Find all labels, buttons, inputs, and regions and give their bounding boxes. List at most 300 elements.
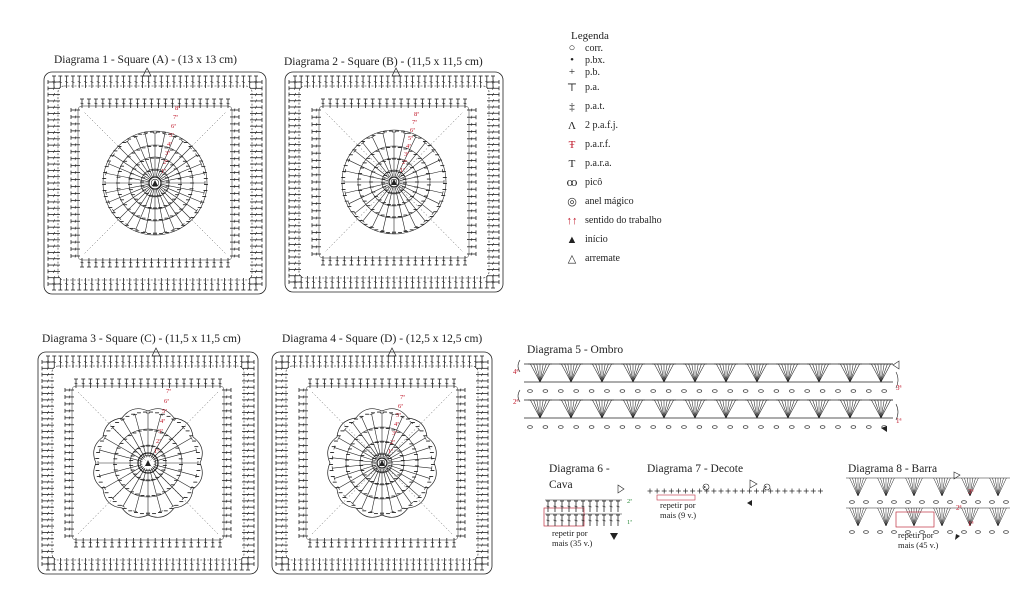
stitch-mid-top xyxy=(456,99,460,108)
legend-symbol-icon: ‡ xyxy=(569,100,575,113)
stitch-mid-right xyxy=(230,240,239,244)
stitch-mid-bottom xyxy=(156,258,160,267)
stitch-top-border xyxy=(140,76,144,88)
stitch-bottom-border xyxy=(405,558,409,570)
stitch-mid-top xyxy=(136,99,140,108)
stitch-mid-right xyxy=(467,230,476,234)
radial-stitch-cap xyxy=(390,414,394,415)
radial-stitch xyxy=(113,428,144,459)
stitch-mid-right xyxy=(230,233,239,237)
stitch-mid-left xyxy=(71,247,80,251)
row-number-label: 3ª xyxy=(165,150,171,157)
stitch-mid-bottom xyxy=(143,258,147,267)
stitch-mid-left xyxy=(65,499,74,503)
stitch-bottom-border xyxy=(293,558,297,570)
stitch-mid-right xyxy=(222,471,231,475)
radial-stitch-cap xyxy=(195,209,197,212)
stitch-mid-right xyxy=(230,143,239,147)
stitch-mid-right xyxy=(222,478,231,482)
stitch-mid-left xyxy=(71,171,80,175)
stitch-right-border xyxy=(242,549,254,553)
stitch-mid-right xyxy=(222,492,231,496)
stitch-mid-left xyxy=(312,137,321,141)
stitch-bottom-border xyxy=(349,276,353,288)
stitch-bottom-border xyxy=(429,276,433,288)
stitch-bottom-border xyxy=(153,278,157,290)
stitch-mid-top xyxy=(211,379,215,388)
stitch-left-border xyxy=(289,111,301,115)
legend-symbol-icon: ↑↑ xyxy=(566,214,578,227)
stitch-bottom-border xyxy=(140,558,144,570)
diagram-5-title: Diagrama 5 - Ombro xyxy=(527,344,624,356)
stitch-left-border xyxy=(48,225,60,229)
stitch-mid-bottom xyxy=(81,538,85,547)
stitch-mid-top xyxy=(413,99,417,108)
stitch-mid-left xyxy=(65,388,74,392)
stitch-left-border xyxy=(42,543,54,547)
radial-stitch xyxy=(109,185,150,202)
stitch-mid-bottom xyxy=(196,538,200,547)
stitch-mid-left xyxy=(65,423,74,427)
stitch-mid-bottom xyxy=(163,258,167,267)
stitch-left-border xyxy=(42,512,54,516)
stitch-top-border xyxy=(190,356,194,368)
stitch-left-border xyxy=(276,448,288,452)
stitch-top-border xyxy=(71,356,75,368)
stitch-mid-bottom xyxy=(349,256,353,265)
stitch-mid-top xyxy=(371,99,375,108)
diagram-6-repeat-note-2: mais (35 v.) xyxy=(552,538,593,548)
stitch-mid-left xyxy=(71,157,80,161)
legend-label: 2 p.a.f.j. xyxy=(585,120,619,131)
diagram-4-title: Diagrama 4 - Square (D) - (12,5 x 12,5 cm) xyxy=(282,333,483,345)
stitch-mid-right xyxy=(467,166,476,170)
stitch-mid-top xyxy=(392,99,396,108)
stitch-bottom-border xyxy=(121,278,125,290)
stitch-mid-right xyxy=(467,115,476,119)
stitch-mid-left xyxy=(71,254,80,258)
stitch-right-border xyxy=(250,99,262,103)
square-a-diagram xyxy=(44,68,266,294)
stitch-right-border xyxy=(242,423,254,427)
stitch-top-border xyxy=(147,76,151,88)
stitch-top-border xyxy=(423,76,427,88)
legend-label: p.bx. xyxy=(585,54,605,66)
radial-stitch-cap xyxy=(361,220,364,222)
stitch-mid-bottom xyxy=(328,256,332,265)
radial-stitch-cap xyxy=(190,436,192,439)
stitch-mid-left xyxy=(312,115,321,119)
stitch-mid-top xyxy=(198,99,202,108)
stitch-mid-right xyxy=(222,458,231,462)
stitch-mid-right xyxy=(230,157,239,161)
stitch-mid-left xyxy=(312,180,321,184)
row-number-label: 8ª xyxy=(414,111,420,118)
stitch-top-border xyxy=(178,76,182,88)
legend-label: p.a.t. xyxy=(585,101,605,112)
stitch-bottom-border xyxy=(115,558,119,570)
stitch-left-border xyxy=(289,224,301,228)
stitch-right-border xyxy=(250,225,262,229)
stitch-mid-left xyxy=(65,458,74,462)
stitch-mid-bottom xyxy=(153,538,157,547)
stitch-mid-top xyxy=(349,99,353,108)
stitch-mid-top xyxy=(96,379,100,388)
stitch-mid-bottom xyxy=(463,256,467,265)
stitch-mid-bottom xyxy=(378,256,382,265)
stitch-mid-top xyxy=(74,379,78,388)
stitch-mid-right xyxy=(467,187,476,191)
stitch-mid-right xyxy=(222,423,231,427)
stitch-mid-left xyxy=(312,230,321,234)
diagram-2-title: Diagrama 2 - Square (B) - (11,5 x 11,5 cm) xyxy=(284,56,483,68)
radial-stitch-cap xyxy=(338,436,340,439)
stitch-mid-right xyxy=(230,178,239,182)
stitch-mid-top xyxy=(449,99,453,108)
stitch-mid-left xyxy=(312,187,321,191)
stitch-mid-left xyxy=(65,395,74,399)
stitch-mid-left xyxy=(65,478,74,482)
diagram-6-repeat-note-1: repetir por xyxy=(552,528,588,538)
stitch-mid-right xyxy=(467,216,476,220)
stitch-mid-bottom xyxy=(168,538,172,547)
stitch-mid-right xyxy=(222,506,231,510)
stitch-mid-right xyxy=(467,137,476,141)
stitch-mid-left xyxy=(312,166,321,170)
stitch-right-border xyxy=(250,257,262,261)
stitch-bottom-border xyxy=(461,558,465,570)
stitch-top-border xyxy=(210,76,214,88)
legend-symbol-icon: ◎ xyxy=(567,196,577,208)
stitch-mid-left xyxy=(65,430,74,434)
stitch-mid-left xyxy=(312,151,321,155)
legend-symbol-icon: + xyxy=(568,66,576,78)
stitch-mid-bottom xyxy=(132,538,136,547)
legend-symbol-icon: ꝏ xyxy=(566,177,578,189)
stitch-mid-top xyxy=(153,379,157,388)
stitch-mid-right xyxy=(230,212,239,216)
stitch-mid-top xyxy=(81,379,85,388)
stitch-mid-right xyxy=(467,252,476,256)
stitch-mid-right xyxy=(222,402,231,406)
radial-stitch-cap xyxy=(424,220,427,222)
stitch-mid-left xyxy=(71,240,80,244)
stitch-top-border xyxy=(424,356,428,368)
row-number-label: 1ª xyxy=(161,168,167,175)
radial-stitch xyxy=(334,448,376,462)
stitch-mid-left xyxy=(65,534,74,538)
stitch-left-border xyxy=(276,480,288,484)
stitch-mid-top xyxy=(385,99,389,108)
row-number-label: 6ª xyxy=(410,127,416,134)
stitch-mid-bottom xyxy=(399,256,403,265)
stitch-mid-right xyxy=(222,437,231,441)
diagram-6-title: Diagrama 6 - xyxy=(549,463,610,475)
stitch-top-border xyxy=(448,76,452,88)
stitch-mid-left xyxy=(71,178,80,182)
legend-label: p.b. xyxy=(585,66,600,78)
stitch-mid-left xyxy=(71,191,80,195)
stitch-mid-bottom xyxy=(364,256,368,265)
stitch-mid-bottom xyxy=(226,258,230,267)
stitch-mid-top xyxy=(124,379,128,388)
stitch-mid-left xyxy=(312,202,321,206)
corner-chain-line xyxy=(312,463,382,534)
stitch-top-border xyxy=(318,76,322,88)
stitch-mid-bottom xyxy=(428,256,432,265)
stitch-mid-right xyxy=(230,122,239,126)
stitch-top-border xyxy=(336,356,340,368)
stitch-mid-left xyxy=(312,252,321,256)
diagram-1-title: Diagrama 1 - Square (A) - (13 x 13 cm) xyxy=(54,54,237,66)
radial-stitch xyxy=(388,465,430,479)
stitch-mid-bottom xyxy=(122,258,126,267)
stitch-left-border xyxy=(289,199,301,203)
stitch-mid-top xyxy=(399,99,403,108)
stitch-mid-left xyxy=(312,216,321,220)
diagram-8-repeat-note-2: mais (45 v.) xyxy=(898,540,939,550)
stitch-mid-bottom xyxy=(184,258,188,267)
radial-stitch xyxy=(384,468,402,508)
legend-label: p.a.r.f. xyxy=(585,139,611,150)
stitch-bottom-border xyxy=(479,276,483,288)
stitch-mid-bottom xyxy=(435,256,439,265)
stitch-top-border xyxy=(159,356,163,368)
stitch-bottom-border xyxy=(234,558,238,570)
stitch-mid-bottom xyxy=(115,258,119,267)
legend-label: sentido do trabalho xyxy=(585,215,662,226)
stitch-top-border xyxy=(361,356,365,368)
stitch-right-border xyxy=(242,486,254,490)
stitch-bottom-border xyxy=(349,558,353,570)
radial-stitch-cap xyxy=(204,171,205,175)
stitch-mid-bottom xyxy=(321,256,325,265)
stitch-mid-right xyxy=(467,209,476,213)
stitch-mid-top xyxy=(428,99,432,108)
row-number-label: 5ª xyxy=(162,408,168,415)
radial-stitch-cap xyxy=(104,436,106,439)
stitch-mid-bottom xyxy=(146,538,150,547)
stitch-top-border xyxy=(215,356,219,368)
row-number-label: 4ª xyxy=(167,141,173,148)
stitch-mid-top xyxy=(205,99,209,108)
stitch-right-border xyxy=(487,93,499,97)
stitch-mid-top xyxy=(191,99,195,108)
stitch-mid-right xyxy=(467,130,476,134)
legend-symbol-icon: • xyxy=(570,54,574,66)
stitch-mid-bottom xyxy=(212,258,216,267)
stitch-mid-bottom xyxy=(204,538,208,547)
stitch-mid-left xyxy=(65,437,74,441)
radial-stitch xyxy=(388,448,430,462)
radial-stitch xyxy=(161,164,202,181)
radial-stitch-cap xyxy=(370,414,374,415)
stitch-mid-right xyxy=(467,202,476,206)
stitch-mid-left xyxy=(71,115,80,119)
stitch-mid-left xyxy=(65,444,74,448)
stitch-mid-right xyxy=(467,144,476,148)
stitch-mid-right xyxy=(467,173,476,177)
stitch-mid-bottom xyxy=(110,538,114,547)
stitch-right-border xyxy=(250,124,262,128)
legend-symbol-icon: ○ xyxy=(568,42,576,54)
stitch-mid-bottom xyxy=(357,256,361,265)
stitch-mid-right xyxy=(222,395,231,399)
stitch-mid-right xyxy=(222,520,231,524)
radial-stitch xyxy=(157,189,174,230)
stitch-mid-top xyxy=(435,99,439,108)
radial-stitch-cap xyxy=(195,154,197,157)
stitch-mid-top xyxy=(196,379,200,388)
stitch-mid-left xyxy=(312,144,321,148)
stitch-mid-top xyxy=(189,379,193,388)
radial-stitch-cap xyxy=(361,142,364,144)
stitch-mid-top xyxy=(122,99,126,108)
legend-label: picô xyxy=(585,177,603,188)
stitch-mid-left xyxy=(312,194,321,198)
radial-stitch xyxy=(161,185,202,202)
stitch-right-border xyxy=(487,118,499,122)
stitch-mid-left xyxy=(312,238,321,242)
stitch-mid-right xyxy=(230,184,239,188)
radial-stitch-cap xyxy=(171,505,174,507)
stitch-mid-top xyxy=(328,99,332,108)
stitch-mid-top xyxy=(117,379,121,388)
stitch-mid-left xyxy=(71,122,80,126)
radial-stitch xyxy=(334,465,376,479)
stitch-top-border xyxy=(77,76,81,88)
row-number-label: 7ª xyxy=(166,388,172,395)
stitch-mid-right xyxy=(222,444,231,448)
stitch-mid-bottom xyxy=(177,258,181,267)
stitch-bottom-border xyxy=(454,276,458,288)
stitch-mid-bottom xyxy=(392,256,396,265)
diagram-7-title: Diagrama 7 - Decote xyxy=(647,463,744,475)
stitch-top-border xyxy=(479,76,483,88)
stitch-right-border xyxy=(250,131,262,135)
stitch-mid-left xyxy=(312,245,321,249)
stitch-mid-left xyxy=(312,209,321,213)
row-number-label: 2ª xyxy=(163,159,169,166)
stitch-mid-left xyxy=(65,416,74,420)
row-number-label: 7ª xyxy=(173,114,179,121)
radial-stitch-cap xyxy=(121,505,124,507)
stitch-left-border xyxy=(48,162,60,166)
stitch-right-border xyxy=(476,392,488,396)
stitch-mid-right xyxy=(230,254,239,258)
stitch-mid-bottom xyxy=(96,538,100,547)
stitch-mid-top xyxy=(335,99,339,108)
stitch-mid-top xyxy=(463,99,467,108)
stitch-mid-right xyxy=(222,485,231,489)
stitch-mid-right xyxy=(230,247,239,251)
stitch-mid-right xyxy=(230,171,239,175)
stitch-mid-right xyxy=(222,464,231,468)
stitch-mid-left xyxy=(71,164,80,168)
stitch-mid-top xyxy=(129,99,133,108)
stitch-mid-bottom xyxy=(218,538,222,547)
radial-stitch xyxy=(109,164,150,181)
stitch-top-border xyxy=(305,356,309,368)
stitch-bottom-border xyxy=(318,276,322,288)
stitch-mid-top xyxy=(139,379,143,388)
legend-label: p.a.r.a. xyxy=(585,158,612,169)
stitch-mid-bottom xyxy=(139,538,143,547)
radial-stitch-cap xyxy=(126,140,129,142)
stitch-mid-left xyxy=(71,108,80,112)
stitch-mid-right xyxy=(230,115,239,119)
stitch-mid-bottom xyxy=(191,258,195,267)
stitch-left-border xyxy=(276,385,288,389)
stitch-mid-right xyxy=(467,180,476,184)
stitch-mid-left xyxy=(65,520,74,524)
stitch-mid-bottom xyxy=(117,538,121,547)
stitch-mid-right xyxy=(230,150,239,154)
corner-chain-line xyxy=(382,463,452,534)
stitch-mid-bottom xyxy=(413,256,417,265)
stitch-right-border xyxy=(487,180,499,184)
stitch-mid-right xyxy=(222,534,231,538)
stitch-mid-right xyxy=(222,416,231,420)
stitch-right-border xyxy=(476,486,488,490)
stitch-mid-bottom xyxy=(129,258,133,267)
stitch-mid-bottom xyxy=(101,258,105,267)
corner-chain-line xyxy=(78,463,148,534)
stitch-mid-top xyxy=(342,99,346,108)
stitch-mid-right xyxy=(467,108,476,112)
stitch-top-border xyxy=(398,76,402,88)
row-number-label: 3ª xyxy=(404,151,410,158)
stitch-mid-bottom xyxy=(205,258,209,267)
stitch-mid-right xyxy=(467,194,476,198)
stitch-mid-right xyxy=(467,245,476,249)
radial-stitch xyxy=(152,467,183,498)
stitch-top-border xyxy=(449,356,453,368)
stitch-mid-left xyxy=(65,527,74,531)
diagram-6-subtitle: Cava xyxy=(549,479,573,491)
stitch-left-border xyxy=(276,417,288,421)
stitch-bottom-border xyxy=(146,558,150,570)
radial-stitch-cap xyxy=(410,502,413,504)
stitch-mid-bottom xyxy=(385,256,389,265)
stitch-mid-left xyxy=(312,158,321,162)
radial-stitch xyxy=(332,464,376,469)
row-number-label: 2ª xyxy=(156,438,162,445)
stitch-mid-top xyxy=(204,379,208,388)
row-number-label: 3ª xyxy=(158,428,164,435)
stitch-left-border xyxy=(42,385,54,389)
stitch-mid-left xyxy=(65,506,74,510)
stitch-mid-top xyxy=(182,379,186,388)
radial-stitch-cap xyxy=(112,154,114,157)
stitch-mid-left xyxy=(71,198,80,202)
stitch-left-border xyxy=(42,480,54,484)
stitch-mid-right xyxy=(467,122,476,126)
stitch-left-border xyxy=(289,255,301,259)
stitch-left-border xyxy=(42,448,54,452)
stitch-mid-top xyxy=(87,99,91,108)
radial-stitch xyxy=(362,468,380,508)
row-number-label: 6ª xyxy=(164,398,170,405)
stitch-mid-right xyxy=(230,136,239,140)
radial-stitch-cap xyxy=(143,134,147,135)
stitch-mid-left xyxy=(71,143,80,147)
stitch-mid-left xyxy=(71,212,80,216)
stitch-mid-right xyxy=(467,223,476,227)
row-number-label: 4ª xyxy=(406,143,412,150)
row-number-label: 1ª xyxy=(400,167,406,174)
stitch-mid-top xyxy=(160,379,164,388)
